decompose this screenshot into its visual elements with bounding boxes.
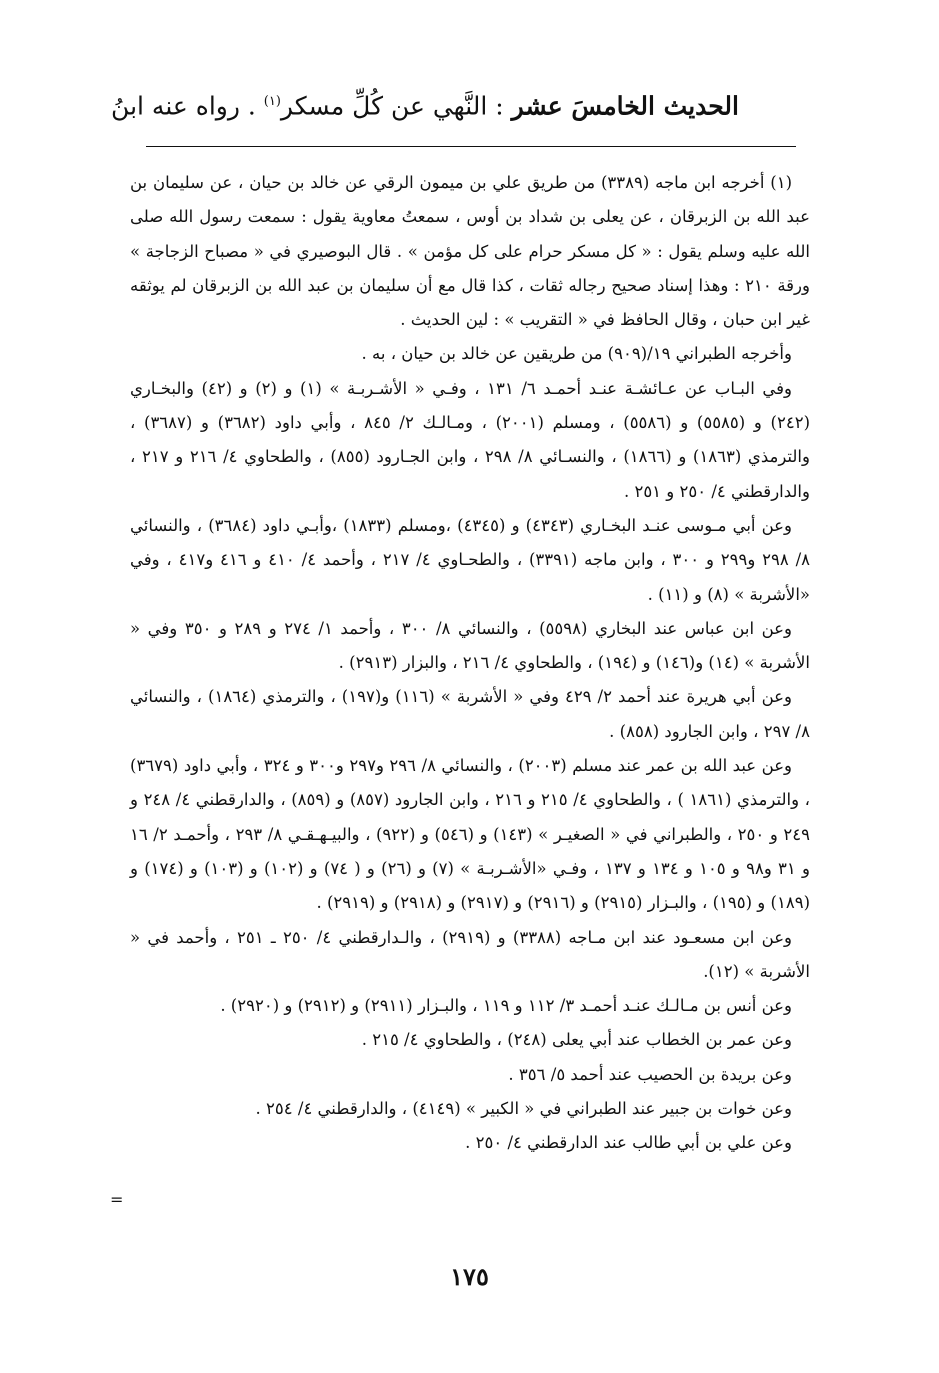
footnote-paragraph: وعن عبد الله بن عمر عند مسلم (٢٠٠٣) ، والنسائي ٨/ ٢٩٦ و٢٩٧ و٣٠٠ و ٣٢٤ ، وأبي داود (٣٦٧٩) ، والترمذي (١٨٦١ ) ، والطحاوي ٤/ ٢١٥ و ٢١٦ ، وابن الجارود (٨٥٧) و (٨٥٩) ، والدارقطني ٤/ ٢٤٨ و ٢٤٩ و ٢٥٠ ، والطبراني في « الصغيـر » (١٤٣) و (٥٤٦) و (٩٢٢) ، والبيـهـقـي ٨/ ٢٩٣ ، وأحمـد ٢/ ١٦ و ٣١ و٩٨ و ١٠٥ و ١٣٤ و ١٣٧ ، وفـي «الأشـربـة » (٧) و (٢٦) و ( ٧٤) و (١٠٢) و (١٠٣) و (١٧٤) و (١٨٩) و (١٩٥) ، والبـزار (٢٩١٥) و (٢٩١٦) و (٢٩١٧) و (٢٩١٨) و (٢٩١٩) . bbox=[130, 756, 810, 913]
footnote-paragraph: وعن أنس بن مـالـك عنـد أحمـد ٣/ ١١٢ و ١١٩ ، والبـزار (٢٩١١) و (٢٩١٢) و (٢٩٢٠) . bbox=[220, 996, 792, 1016]
footnote-paragraph: وعن بريدة بن الحصيب عند أحمد ٥/ ٣٥٦ . bbox=[508, 1064, 792, 1084]
continuation-mark: = bbox=[110, 1190, 124, 1209]
footnote-reference[interactable]: (١) bbox=[263, 94, 281, 109]
footnote-paragraph: وعن ابن عباس عند البخاري (٥٥٩٨) ، والنسائي ٨/ ٣٠٠ ، وأحمد ١/ ٢٧٤ و ٢٨٩ و ٣٥٠ وفي « الأشربة » (١٤) و(١٤٦) و (١٩٤) ، والطحاوي ٤/ ٢١٦ ، والبزار (٢٩١٣) . bbox=[130, 618, 810, 673]
heading-continuation: . رواه عنه ابنُ bbox=[111, 91, 256, 121]
heading-separator: : bbox=[495, 91, 504, 121]
footnote-divider bbox=[146, 146, 796, 147]
footnote-paragraph: وعن أبي هريرة عند أحمد ٢/ ٤٢٩ وفي « الأشربة » (١١٦) و(١٩٧) ، والترمذي (١٨٦٤) ، والنسائي ٨/ ٢٩٧ ، وابن الجارود (٨٥٨) . bbox=[130, 687, 810, 741]
footnote-paragraph: وعن علي بن أبي طالب عند الدارقطني ٤/ ٢٥٠ . bbox=[465, 1133, 792, 1153]
footnotes-section bbox=[130, 166, 810, 1161]
hadith-heading bbox=[111, 84, 739, 124]
hadith-subject: النَّهي عن كُلِّ مسكر bbox=[280, 91, 488, 121]
footnote-paragraph: وعن أبي مـوسى عنـد البخـاري (٤٣٤٣) و (٤٣٤٥) ،ومسلم (١٨٣٣) ،وأبـي داود (٣٦٨٤) ، والنسائي ٨/ ٢٩٨ و٢٩٩ و ٣٠٠ ، وابن ماجه (٣٣٩١) ، والطحـاوي ٤/ ٢١٧ ، وأحمد ٤/ ٤١٠ و ٤١٦ و٤١٧ ، وفي «الأشربة » (٨) و (١١) . bbox=[130, 515, 811, 604]
footnote-paragraph: وعن ابن مسعـود عند ابن مـاجه (٣٣٨٨) و (٢٩١٩) ، والـدارقطني ٤/ ٢٥٠ ـ ٢٥١ ، وأحمد في « الأشربة » (١٢). bbox=[130, 927, 810, 981]
footnote-paragraph: وعن خوات بن جبير عند الطبراني في « الكبير » (٤١٤٩) ، والدارقطني ٤/ ٢٥٤ . bbox=[255, 1099, 792, 1119]
footnote-paragraph: (١) أخرجه ابن ماجه (٣٣٨٩) من طريق علي بن ميمون الرقي عن خالد بن حيان ، عن سليمان بن عبد الله بن الزبرقان ، عن يعلى بن شداد بن أوس ، سمعتُ معاوية يقول : سمعت رسول الله صلى الله عليه وسلم يقول : « كل مسكر حرام على كل مؤمن » . قال البوصيري في « مصباح الزجاجة » ورقة ٢١٠ : وهذا إسناد صحيح رجاله ثقات ، كذا قال مع أن سليمان بن عبد الله بن الزبرقان لم يوثقه غير ابن حبان ، وقال الحافظ في « التقريب » : لين الحديث . bbox=[130, 173, 810, 330]
hadith-title: الحديث الخامسَ عشر bbox=[511, 91, 739, 121]
footnote-paragraph: وأخرجه الطبراني ١٩/(٩٠٩) من طريقين عن خالد بن حيان ، به . bbox=[361, 344, 792, 364]
page-number: ١٧٥ bbox=[450, 1262, 489, 1291]
footnote-paragraph: وفي البـاب عن عـائشـة عنـد أحمـد ٦/ ١٣١ ، وفـي « الأشـربـة » (١) و (٢) و (٤٢) والبخـاري (٢٤٢) و (٥٥٨٥) و (٥٥٨٦) ، ومسلم (٢٠٠١) ، ومـالـك ٢/ ٨٤٥ ، وأبي داود (٣٦٨٢) و (٣٦٨٧) ، والترمذي (١٨٦٣) و (١٨٦٦) ، والنسـائي ٨/ ٢٩٨ ، وابن الجـارود (٨٥٥) ، والطحاوي ٤/ ٢١٦ و ٢١٧ ، والدارقطني ٤/ ٢٥٠ و ٢٥١ . bbox=[130, 378, 810, 501]
footnote-paragraph: وعن عمر بن الخطاب عند أبي يعلى (٢٤٨) ، والطحاوي ٤/ ٢١٥ . bbox=[361, 1030, 792, 1050]
